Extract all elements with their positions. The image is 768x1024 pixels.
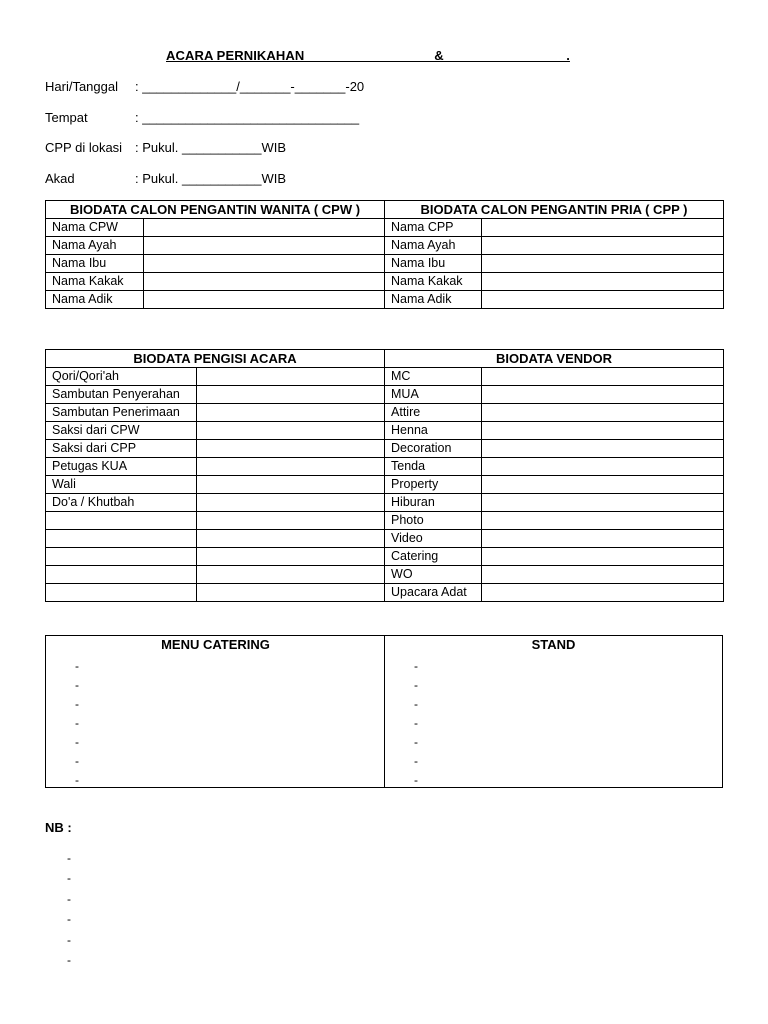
acara-field[interactable] [197, 512, 385, 530]
acara-field[interactable] [197, 422, 385, 440]
biodata-label: Nama Adik [385, 291, 482, 309]
acara-field[interactable] [197, 368, 385, 386]
biodata-field[interactable] [482, 273, 724, 291]
table-row [46, 440, 724, 458]
vendor-label: Hiburan [385, 494, 482, 512]
biodata-label: Nama Adik [46, 291, 144, 309]
table-row [46, 386, 724, 404]
nb-dash[interactable]: - [67, 851, 71, 865]
vendor-label: Property [385, 476, 482, 494]
acara-field[interactable] [197, 476, 385, 494]
menu-dash[interactable]: - [75, 735, 79, 749]
table-row [46, 368, 724, 386]
vendor-label: Catering [385, 548, 482, 566]
info-value: : ______________________________ [135, 110, 360, 125]
table-row [46, 404, 724, 422]
table-row [46, 255, 724, 273]
vendor-field[interactable] [482, 512, 724, 530]
acara-field[interactable] [197, 386, 385, 404]
acara-vendor-table [45, 349, 724, 602]
vendor-field[interactable] [482, 458, 724, 476]
biodata-field[interactable] [144, 219, 385, 237]
table-row [46, 548, 724, 566]
biodata-field[interactable] [144, 273, 385, 291]
vendor-field[interactable] [482, 530, 724, 548]
vendor-field[interactable] [482, 368, 724, 386]
table-row [46, 273, 724, 291]
biodata-field[interactable] [482, 219, 724, 237]
vendor-field[interactable] [482, 386, 724, 404]
vendor-field[interactable] [482, 566, 724, 584]
acara-field[interactable] [197, 530, 385, 548]
pengisi-acara-header: BIODATA PENGISI ACARA [46, 350, 385, 368]
biodata-label: Nama CPW [46, 219, 144, 237]
biodata-field[interactable] [144, 255, 385, 273]
acara-label: Saksi dari CPP [46, 440, 197, 458]
stand-dash[interactable]: - [414, 773, 418, 787]
vendor-field[interactable] [482, 422, 724, 440]
vendor-label: Upacara Adat [385, 584, 482, 602]
table-row [46, 219, 724, 237]
acara-label: Qori/Qori'ah [46, 368, 197, 386]
biodata-label: Nama CPP [385, 219, 482, 237]
vendor-label: MUA [385, 386, 482, 404]
info-label: Akad [45, 171, 75, 186]
acara-field[interactable] [197, 566, 385, 584]
vendor-field[interactable] [482, 476, 724, 494]
biodata-cpw-header: BIODATA CALON PENGANTIN WANITA ( CPW ) [46, 201, 385, 219]
acara-label: Saksi dari CPW [46, 422, 197, 440]
vendor-label: WO [385, 566, 482, 584]
table-row [46, 566, 724, 584]
acara-label: Petugas KUA [46, 458, 197, 476]
biodata-label: Nama Ayah [385, 237, 482, 255]
biodata-field[interactable] [144, 291, 385, 309]
info-value: : Pukul. ___________WIB [135, 140, 287, 155]
vendor-field[interactable] [482, 404, 724, 422]
biodata-label: Nama Ayah [46, 237, 144, 255]
vendor-field[interactable] [482, 548, 724, 566]
nb-label: NB : [45, 820, 72, 835]
nb-dash[interactable]: - [67, 953, 71, 967]
vendor-field[interactable] [482, 440, 724, 458]
menu-dash[interactable]: - [75, 678, 79, 692]
vendor-label: MC [385, 368, 482, 386]
table-row [46, 422, 724, 440]
menu-dash[interactable]: - [75, 754, 79, 768]
acara-label [46, 566, 197, 584]
stand-dash[interactable]: - [414, 716, 418, 730]
acara-label [46, 530, 197, 548]
vendor-field[interactable] [482, 584, 724, 602]
table-row [46, 458, 724, 476]
acara-label [46, 584, 197, 602]
info-value: : Pukul. ___________WIB [135, 171, 287, 186]
stand-dash[interactable]: - [414, 754, 418, 768]
vendor-label: Photo [385, 512, 482, 530]
acara-label [46, 548, 197, 566]
vendor-label: Decoration [385, 440, 482, 458]
table-row [46, 494, 724, 512]
biodata-label: Nama Kakak [385, 273, 482, 291]
vendor-field[interactable] [482, 494, 724, 512]
vendor-label: Attire [385, 404, 482, 422]
acara-field[interactable] [197, 440, 385, 458]
stand-dash[interactable]: - [414, 678, 418, 692]
biodata-field[interactable] [482, 237, 724, 255]
stand-dash[interactable]: - [414, 735, 418, 749]
biodata-cpp-header: BIODATA CALON PENGANTIN PRIA ( CPP ) [385, 201, 724, 219]
biodata-table [45, 200, 724, 309]
acara-field[interactable] [197, 404, 385, 422]
menu-dash[interactable]: - [75, 773, 79, 787]
nb-dash[interactable]: - [67, 892, 71, 906]
stand-header: STAND [531, 637, 576, 652]
biodata-label: Nama Ibu [46, 255, 144, 273]
stand-dash[interactable]: - [414, 659, 418, 673]
nb-dash[interactable]: - [67, 871, 71, 885]
table-row [46, 512, 724, 530]
nb-dash[interactable]: - [67, 933, 71, 947]
table-row [46, 584, 724, 602]
nb-dash[interactable]: - [67, 912, 71, 926]
table-row [46, 237, 724, 255]
menu-dash[interactable]: - [75, 716, 79, 730]
table-row [46, 476, 724, 494]
biodata-label: Nama Ibu [385, 255, 482, 273]
info-label: CPP di lokasi [45, 140, 123, 155]
biodata-field[interactable] [482, 255, 724, 273]
page-title: ACARA PERNIKAHAN & . [166, 48, 570, 63]
acara-label: Sambutan Penerimaan [46, 404, 197, 422]
stand-dash[interactable]: - [414, 697, 418, 711]
acara-field[interactable] [197, 458, 385, 476]
acara-label: Wali [46, 476, 197, 494]
table-row [46, 291, 724, 309]
vendor-label: Video [385, 530, 482, 548]
info-value: : _____________/_______-_______-20 [135, 79, 365, 94]
menu-dash[interactable]: - [75, 659, 79, 673]
acara-label: Sambutan Penyerahan [46, 386, 197, 404]
acara-field[interactable] [197, 584, 385, 602]
table-row [46, 530, 724, 548]
menu-catering-header: MENU CATERING [161, 637, 270, 652]
vendor-header: BIODATA VENDOR [385, 350, 724, 368]
info-label: Tempat [45, 110, 88, 125]
menu-catering-column [46, 636, 385, 787]
vendor-label: Tenda [385, 458, 482, 476]
biodata-field[interactable] [144, 237, 385, 255]
menu-stand-box [45, 635, 723, 788]
vendor-label: Henna [385, 422, 482, 440]
info-label: Hari/Tanggal [45, 79, 118, 94]
acara-label: Do'a / Khutbah [46, 494, 197, 512]
biodata-label: Nama Kakak [46, 273, 144, 291]
acara-field[interactable] [197, 494, 385, 512]
menu-dash[interactable]: - [75, 697, 79, 711]
acara-label [46, 512, 197, 530]
acara-field[interactable] [197, 548, 385, 566]
biodata-field[interactable] [482, 291, 724, 309]
stand-column [384, 636, 722, 787]
